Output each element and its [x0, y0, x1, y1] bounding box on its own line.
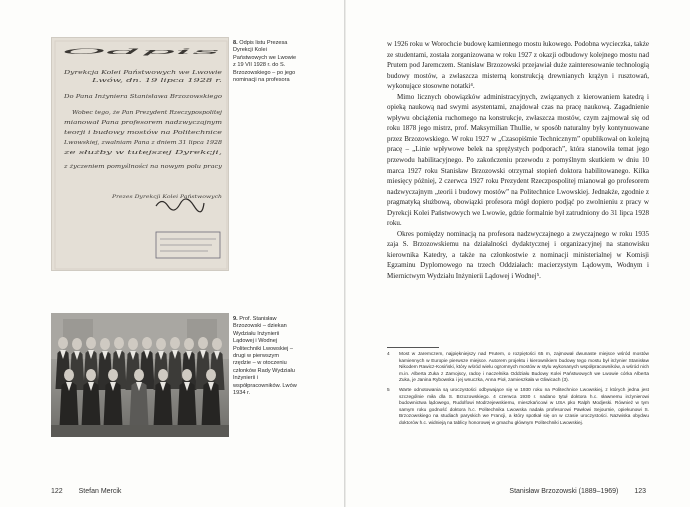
person-head [100, 338, 110, 350]
group-photo-figure [51, 313, 229, 437]
person-head [182, 369, 192, 381]
letter-handwritten-line: Dyrekcja Kolei Państwowych we Lwowie [64, 70, 175, 76]
person-head [206, 369, 216, 381]
person-head [134, 369, 144, 381]
footnote-number: 4 [387, 352, 390, 357]
person-head [198, 337, 208, 349]
person-head [108, 369, 118, 381]
letter-handwritten-line: Do Pana Inżyniera Stanisława Brzozowskiego [62, 94, 223, 100]
body-paragraph: Mimo licznych obowiązków administracyjnych, związanych z kierowaniem katedrą i opieką naukową nad swymi asystentami, znajdował czas na pracę naukową. Zagadnienie wpływu obciążenia ruchomego na konstrukcje, zwłaszcza mostów, czym zajmował się od roku 1878 jego mistrz, prof. Maksymilian Thullie, w sposób naturalny były kontynuowane przez Brzozowskiego. W roku 1927 w „Czasopiśmie Technicznym” opublikował on kolejną pracę – „Linie wpływowe belek na sprężystych podporach”, która stanowiła temat jego przewodu habilitacyjnego. Po zakończeniu przewodu z pomyślnym skutkiem w dniu 10 marca 1927 roku Stanisław Brzozowski otrzymał stopień doktora habilitowanego. Kilka miesięcy później, 2 czerwca 1927 roku Prezydent Rzeczpospolitej mianował go profesorem nadzwyczajnym „teorii i budowy mostów” na Politechnice Lwowskiej. Jednakże, zgodnie z pragmatyką służbową, obowiązki profesora mógł dopiero podjąć po zwolnieniu z pracy w Dyrekcji Kolei Państwowych we Lwowie, gdzie formalnie był zatrudniony do 31 lipca 1928 roku. [387, 92, 649, 228]
letter-handwritten-line: Lwowskiej, zwalniam Pana z dniem 31 lipca 1928 [62, 140, 223, 146]
footnote [387, 388, 649, 428]
running-head-author: Stefan Mercik [78, 488, 122, 495]
person-head [156, 338, 166, 350]
figure-8-number: 8. [233, 40, 238, 46]
footnote-text: Warte odnotowania są uroczystości odbywające się w 1930 roku na Politechnice Lwowskiej, z których jedna jest szczególnie miła dla S. Brzozowskiego. 4 czerwca 1930 r. nadano tytuł doktora h.c. sławnemu inżynierowi budownictwa lądowego, Rudolfowi Modrzejewskiemu, mieszkańcowi w USA pko Ralph Modjeski. Również w tym samym roku godność doktora h.c. Politechnika Lwowska nadała profesorowi Pawłowi Sejournie, opiekunowi S. Brzozowskiego na studiach paryskich we Francji, a który spotkał się on w czasie uroczystości. Nazwiska obydwu doktorów h.c. widnieją na tablicy honorowej w gmachu głównym Politechniki Lwowskiej. [399, 387, 649, 426]
page-number-left: 122 [51, 488, 63, 495]
right-page [346, 0, 690, 507]
footnote-number: 5 [387, 387, 390, 393]
figure-9-number: 9. [233, 316, 238, 322]
person-head [128, 338, 138, 350]
figure-8-caption [233, 40, 297, 84]
body-paragraph: Okres pomiędzy nominacją na profesora nadzwyczajnego a zwyczajnego w roku 1935 zaja S. Brzozowskiemu na działalności dydaktycznej i organizacyjnej na stanowisku kierownika Katedry, a także na członkostwie z nominacji ministerialnej w Komisji Egzaminu Dyplomowego na trzech Oddziałach: macierzystym Lądowym, Wodnym i Miernictwym Wydziału Inżynierii Lądowej i Wodnej⁵. [387, 229, 649, 281]
person-head [142, 337, 152, 349]
person-head [184, 338, 194, 350]
footnote [387, 352, 649, 385]
letter-handwritten-line: z życzeniem pomyślności na nowym polu pracy [64, 164, 188, 170]
figure-8-caption-text: Odpis listu Prezesa Dyrekcji Kolei Państwowych we Lwowie z 19 VII 1928 r. do S. Brzozowskiego – po jego nominacji na profesora [233, 40, 297, 84]
letter-handwritten-line: Odpis [62, 48, 224, 56]
page-number-right: 123 [634, 488, 646, 495]
letter-handwritten-line: Lwów, dn. 19 lipca 1928 r. [92, 78, 162, 84]
letter-handwritten-line: Prezes Dyrekcji Kolei Państwowych [112, 194, 202, 200]
right-folio [509, 488, 646, 495]
person-head [86, 369, 96, 381]
person-head [212, 338, 222, 350]
running-head-title: Stanisław Brzozowski (1889–1969) [509, 488, 619, 495]
letter-scan-figure [51, 37, 229, 271]
body-text [387, 39, 649, 282]
person-head [86, 337, 96, 349]
group-photo-image [51, 313, 229, 437]
left-page [0, 0, 344, 507]
letter-handwritten-line: teorji i budowy mostów na Politechnice [64, 130, 168, 136]
letter-scan-image [52, 38, 229, 271]
figure-9-caption-text: Prof. Stanisław Brzozowski – dziekan Wydziału Inżynierii Lądowej i Wodnej Politechniki Lwowskiej – drugi w pierwszym rzędzie – w otoczeniu członków Rady Wydziału Inżynierii i współpracowników. Lwów 1934 r. [233, 316, 297, 397]
person-head [64, 369, 74, 381]
person-head [170, 337, 180, 349]
person-head [58, 337, 68, 349]
footnote-text: Most w Jaremczem, najpiękniejszy nad Prutem, o rozpiętości 65 m, zajmował dwunaste miejsce wśród mostów kamiennych w Europie pierwsze miejsce. Autorem projektu i kierownikiem budowy tego mostu był inżynier Stanisław Nikodem Rawicz-Kosiński, który wśród wielu ogromnych mostów w stylu wykonanych współpracowników, a wśród nich m.in. Alberta Zuka z Zamojscy, radcę i naczelnika Oddziału Budowy Kolei Państwowych we Lwowie córka Alberta Zuka, je Janina Rybowska i jej wnuczka, Anna Pioł, zamieszkała w Gliwicach (3). [399, 352, 649, 384]
figure-9-caption [233, 316, 297, 397]
footnotes [387, 352, 649, 431]
letter-handwritten-line: mianował Pana profesorem nadzwyczajnym [64, 120, 223, 126]
letter-handwritten-line: Wobec tego, że Pan Prezydent Rzeczypospolitej [72, 110, 223, 116]
person-head [158, 369, 168, 381]
body-paragraph: w 1926 roku w Worochcie budowę kamiennego mostu łukowego. Podobna wycieczka, także ze studentami, została zorganizowana w roku 1927 z okazji odbudowy kolejnego mostu nad Prutem pod Jaremczem. Stanisław Brzozowski przejawiał duże zainteresowanie technologią budowy mostów, a zwłaszcza misterną konstrukcją drewnianych krążyn i rusztowań, wykonujące stosowne notatki⁴. [387, 40, 649, 91]
letter-handwritten-line: ze służby w tutejszej Dyrekcji, [62, 150, 223, 156]
person-head [72, 338, 82, 350]
person-head [114, 337, 124, 349]
left-folio [51, 488, 121, 495]
footnote-rule [387, 347, 439, 348]
